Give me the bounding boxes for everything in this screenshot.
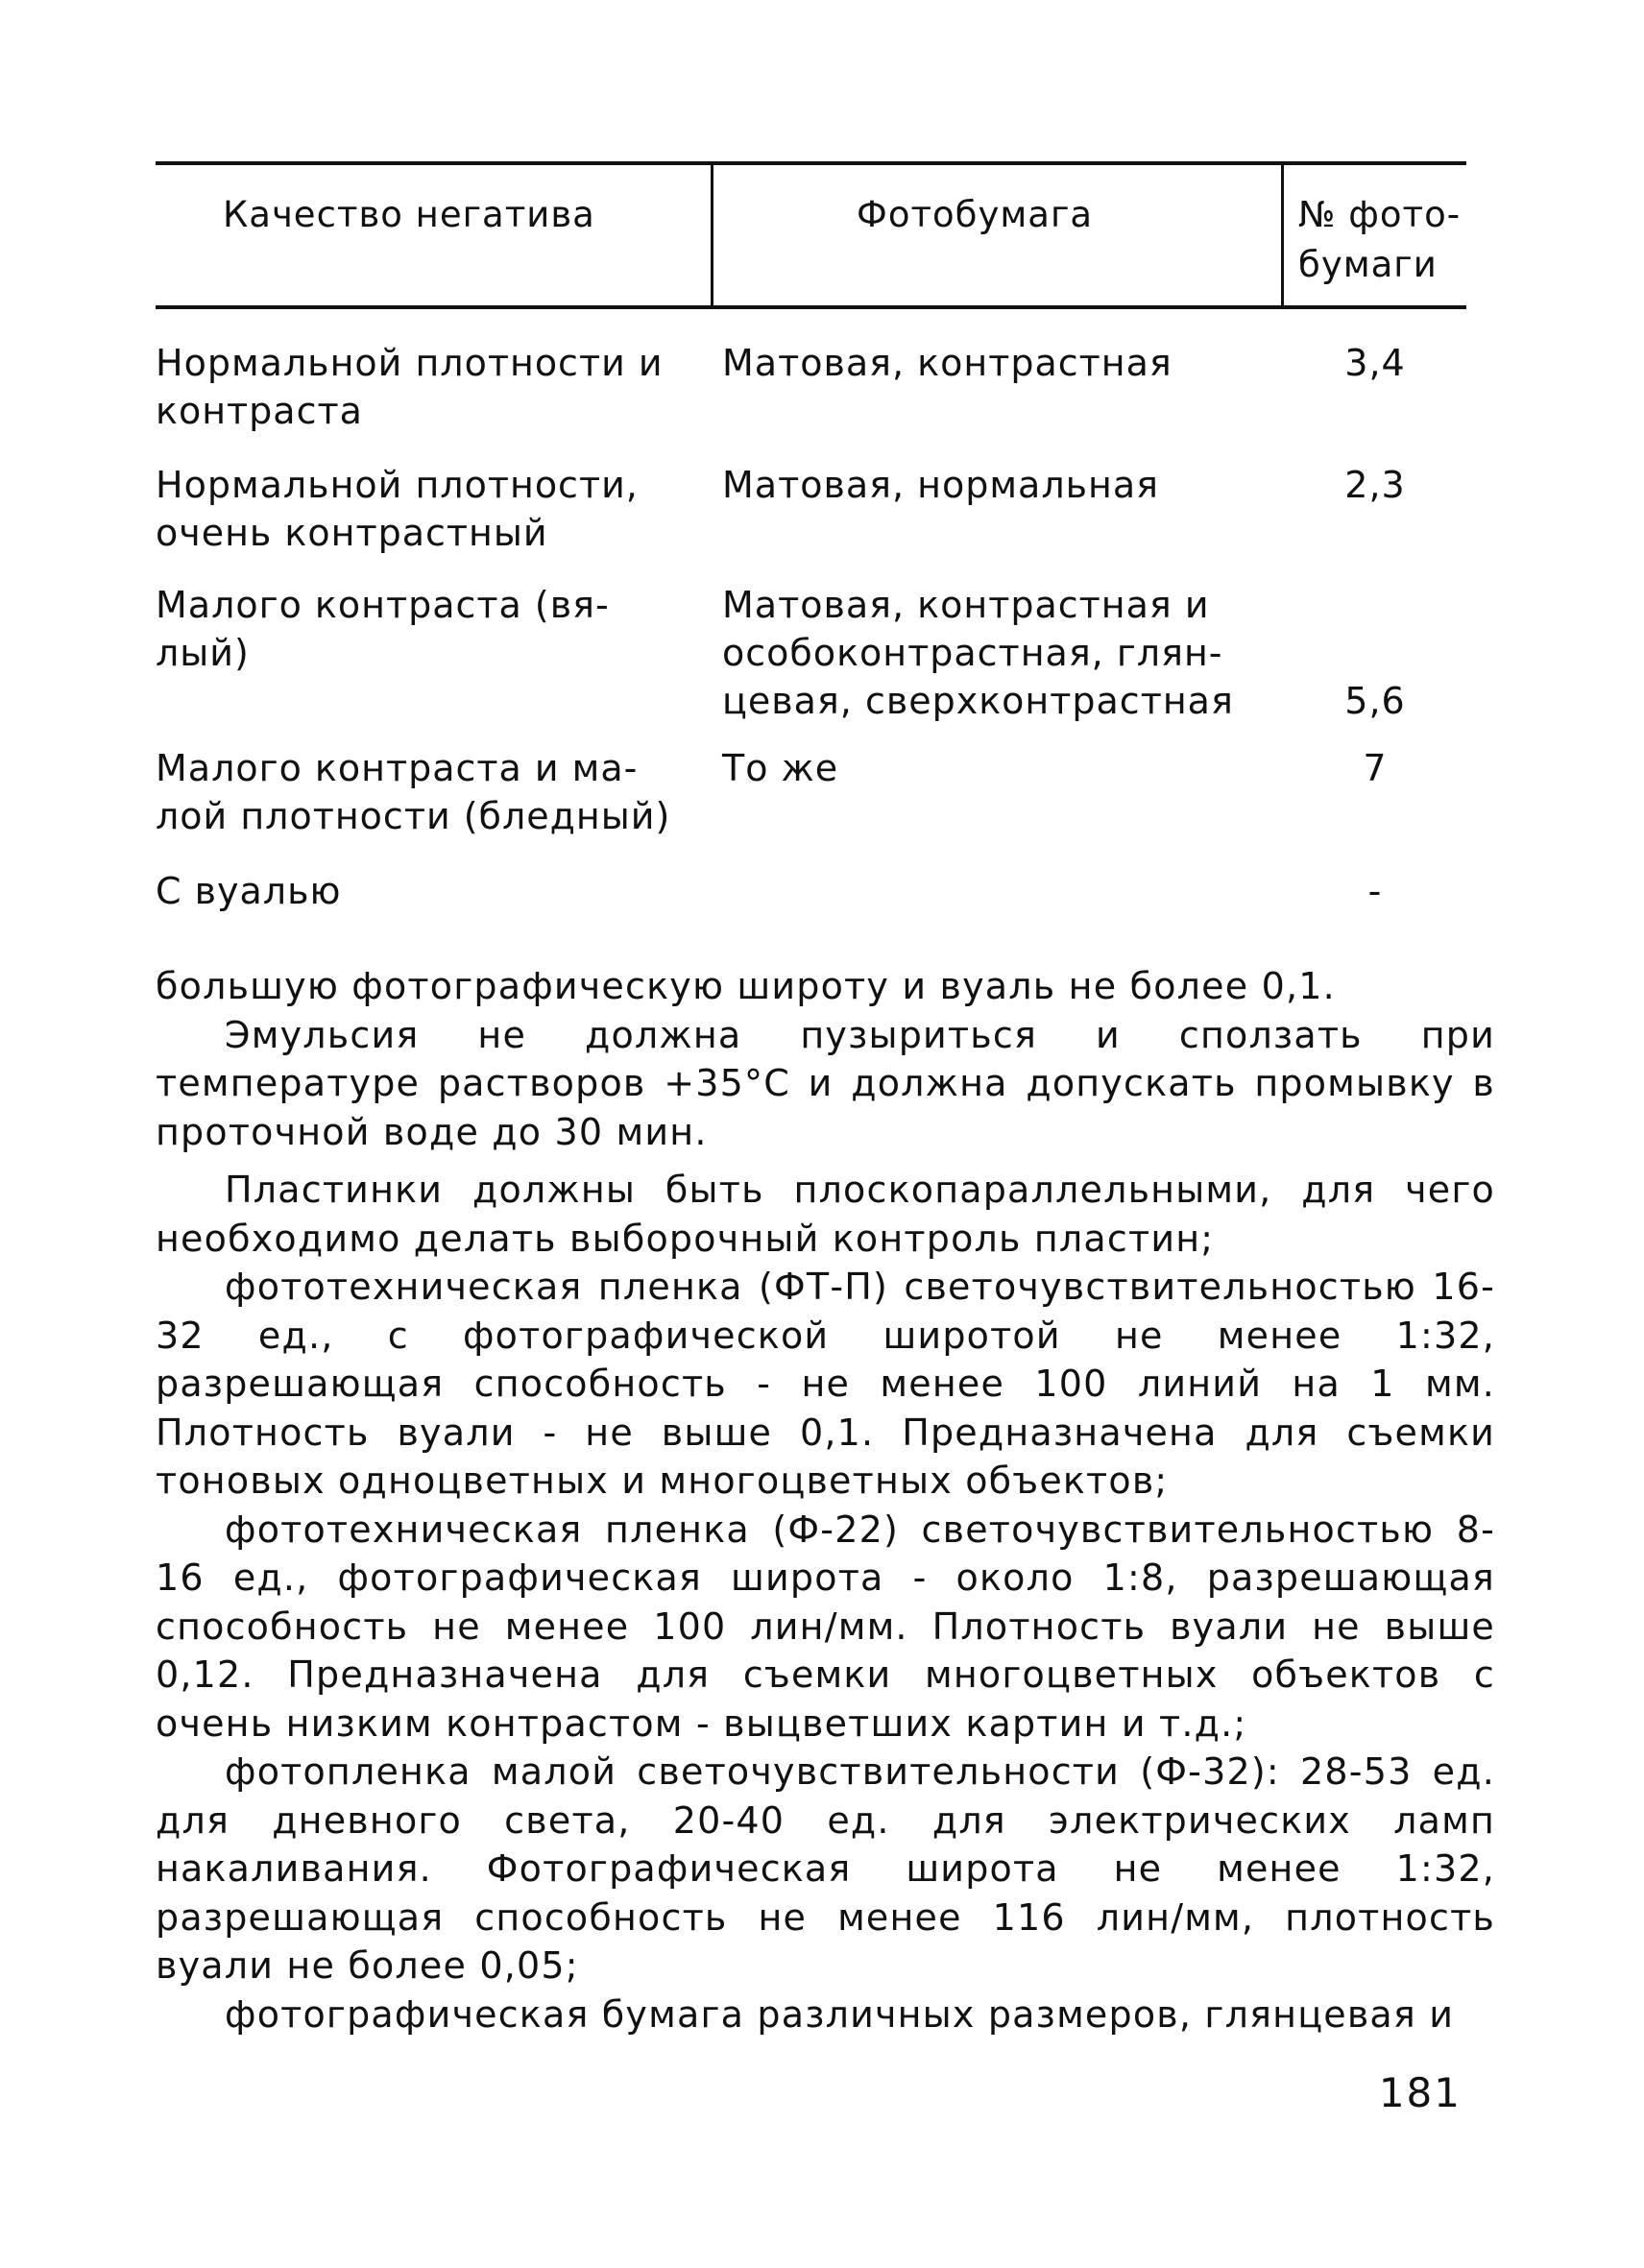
cell-number: 3,4 bbox=[1344, 342, 1406, 384]
cell-paper: Матовая, контрастная и особоконтрастная, глян-цевая, сверхконтрастная bbox=[722, 584, 1234, 722]
header-negative-quality: Качество негатива bbox=[223, 194, 595, 235]
paragraph: Пластинки должны быть плоскопараллельными, для чего необходимо делать выборочный контроль пластин; bbox=[156, 1169, 1495, 1260]
cell-quality: С вуалью bbox=[156, 870, 342, 912]
page-number: 181 bbox=[1378, 2069, 1462, 2116]
table-header-rule bbox=[156, 305, 1466, 309]
header-paper-number: № фото- бумаги bbox=[1298, 194, 1462, 285]
cell-quality: Нормальной плотности и контраста bbox=[156, 342, 664, 432]
cell-paper: Матовая, контрастная bbox=[722, 342, 1173, 384]
cell-number: 2,3 bbox=[1344, 464, 1406, 506]
paragraph: большую фотографическую широту и вуаль не более 0,1. bbox=[156, 965, 1336, 1007]
header-column-divider bbox=[1281, 161, 1284, 309]
paragraph: фототехническая пленка (ФТ-П) светочувствительностью 16-32 ед., с фотографической широтой не менее 1:32, разрешающая способность - не менее 100 линий на 1 мм. Плотность вуали - не выше 0,1. Предназначена для съемки тоновых одноцветных и многоцветных объектов; bbox=[156, 1266, 1495, 1502]
body-text bbox=[156, 962, 1495, 2039]
cell-quality: Малого контраста и ма-лой плотности (бледный) bbox=[156, 747, 671, 837]
cell-paper: Матовая, нормальная bbox=[722, 464, 1159, 506]
cell-quality: Малого контраста (вя-лый) bbox=[156, 584, 610, 674]
table-top-rule bbox=[156, 161, 1466, 165]
paragraph: фототехническая пленка (Ф-22) светочувствительностью 8-16 ед., фотографическая широта - около 1:8, разрешающая способность не менее 100 лин/мм. Плотность вуали не выше 0,12. Предназначена для съемки многоцветных объектов с очень низким контрастом - выцветших картин и т.д.; bbox=[156, 1508, 1495, 1745]
cell-paper: То же bbox=[722, 747, 839, 789]
paragraph: фотографическая бумага различных размеров, глянцевая и bbox=[225, 1992, 1455, 2036]
paragraph: Эмульсия не должна пузыриться и сползать при температуре растворов +35°С и должна допускать промывку в проточной воде до 30 мин. bbox=[156, 1013, 1495, 1153]
cell-quality: Нормальной плотности, очень контрастный bbox=[156, 464, 639, 554]
header-photo-paper: Фотобумага bbox=[857, 194, 1094, 235]
cell-number: 7 bbox=[1363, 747, 1388, 789]
cell-number: 5,6 bbox=[1344, 680, 1406, 722]
cell-number: - bbox=[1367, 870, 1383, 912]
header-column-divider bbox=[711, 161, 713, 309]
paragraph: фотопленка малой светочувствительности (Ф-32): 28-53 ед. для дневного света, 20-40 ед. для электрических ламп накаливания. Фотографическая широта не менее 1:32, разрешающая способность не менее 116 лин/мм, плотность вуали не более 0,05; bbox=[156, 1750, 1495, 1987]
